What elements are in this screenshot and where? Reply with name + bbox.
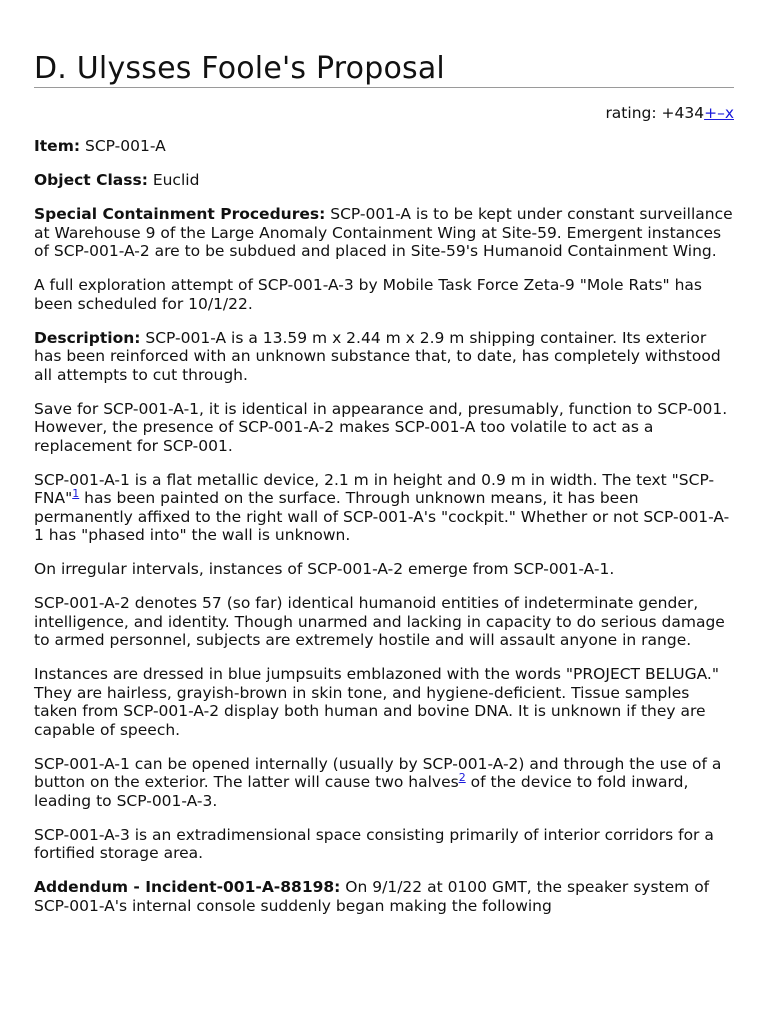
- description-paragraph: [34, 329, 734, 385]
- containment-text: SCP-001-A is to be kept under constant surveillance at Warehouse 9 of the Large Anomaly Containment Wing at Site-59. Emergent instances of SCP-001-A-2 are to be subdued and placed in Site-59's Humanoid Containment Wing.: [34, 205, 733, 260]
- rating-label: rating: +434: [605, 104, 705, 122]
- item-label: Item:: [34, 137, 81, 155]
- footnote-ref-2: [459, 771, 466, 784]
- addendum-label: Addendum - Incident-001-A-88198:: [34, 878, 341, 896]
- page-title: D. Ulysses Foole's Proposal: [34, 51, 445, 86]
- device-text-after: has been painted on the surface. Through unknown means, it has been permanently affixed to the right wall of SCP-001-A's "cockpit." Whether or not SCP-001-A-1 has "phased into" the wall is unknown.: [34, 489, 730, 544]
- object-class-label: Object Class:: [34, 171, 148, 189]
- title-divider: [34, 87, 734, 88]
- item-value: SCP-001-A: [80, 137, 166, 155]
- object-class-value: Euclid: [147, 171, 200, 189]
- description-paragraph-2: Save for SCP-001-A-1, it is identical in appearance and, presumably, function to SCP-001. However, the presence of SCP-001-A-2 makes SCP-001-A too volatile to act as a replacement for SCP-001.: [34, 399, 728, 455]
- addendum-paragraph: [34, 878, 734, 915]
- description-text: SCP-001-A is a 13.59 m x 2.44 m x 2.9 m shipping container. Its exterior has been reinforced with an unknown substance that, to date, has completely withstood all attempts to cut through.: [34, 328, 721, 384]
- device-text-before: SCP-001-A-1 is a flat metallic device, 2.1 m in height and 0.9 m in width. The text "SCP-FNA": [34, 470, 715, 507]
- exploration-paragraph: A full exploration attempt of SCP-001-A-3 by Mobile Task Force Zeta-9 "Mole Rats" has been scheduled for 10/1/22.: [34, 276, 702, 313]
- rating-module: [34, 103, 734, 123]
- opening-text-before: SCP-001-A-1 can be opened internally (usually by SCP-001-A-2) and through the use of a button on the exterior. The latter will cause two halves: [34, 754, 722, 791]
- object-class-line: [34, 171, 734, 190]
- description-paragraph-4: On irregular intervals, instances of SCP-001-A-2 emerge from SCP-001-A-1.: [34, 560, 615, 578]
- footnote-link-2[interactable]: 2: [458, 771, 466, 784]
- description-paragraph-5: SCP-001-A-2 denotes 57 (so far) identical humanoid entities of indeterminate gender, intelligence, and identity. Though unarmed and lacking in capacity to do serious damage to armed personnel, subjects are extremely hostile and will assault anyone in range.: [34, 594, 725, 649]
- description-label: Description:: [34, 328, 141, 347]
- containment-procedures-paragraph: [34, 205, 734, 261]
- item-line: [34, 137, 734, 156]
- description-paragraph-3: [34, 471, 734, 545]
- footnote-link-1[interactable]: 1: [72, 487, 80, 500]
- description-paragraph-8: SCP-001-A-3 is an extradimensional space consisting primarily of interior corridors for a fortified storage area.: [34, 825, 714, 862]
- description-paragraph-7: [34, 755, 734, 811]
- rating-vote-controls[interactable]: +–x: [704, 104, 734, 122]
- containment-label: Special Containment Procedures:: [34, 205, 326, 223]
- addendum-text: On 9/1/22 at 0100 GMT, the speaker system of SCP-001-A's internal console suddenly began making the following: [34, 878, 710, 915]
- opening-text-after: of the device to fold inward, leading to SCP-001-A-3.: [34, 773, 689, 810]
- description-paragraph-6: Instances are dressed in blue jumpsuits emblazoned with the words "PROJECT BELUGA." They are hairless, grayish-brown in skin tone, and hygiene-deficient. Tissue samples taken from SCP-001-A-2 display both human and bovine DNA. It is unknown if they are capable of speech.: [34, 665, 719, 739]
